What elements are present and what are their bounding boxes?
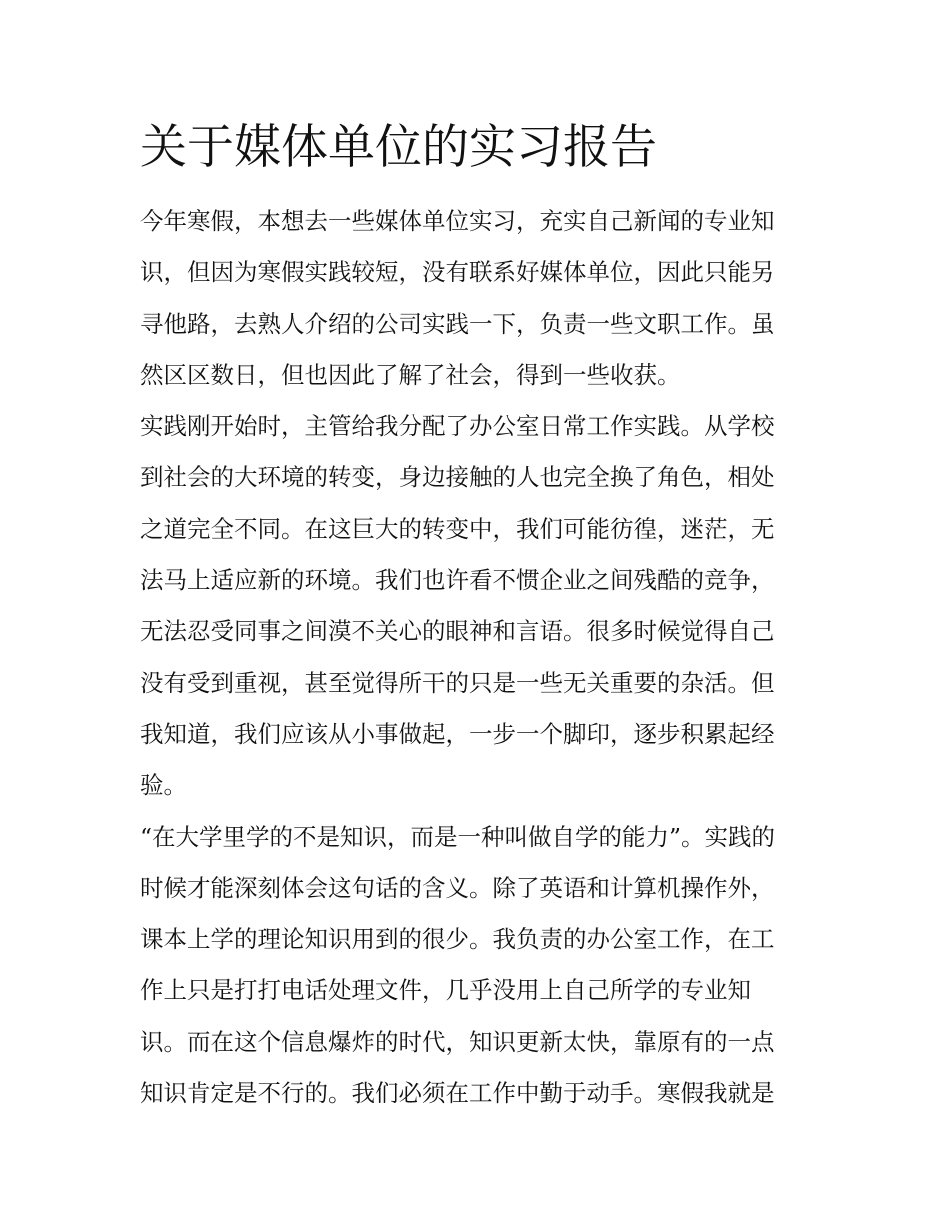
paragraph-3: [140, 812, 812, 1120]
paragraph-line: 实践刚开始时，主管给我分配了办公室日常工作实践。从学校: [140, 412, 775, 441]
paragraph-line: 没有受到重视，甚至觉得所干的只是一些无关重要的杂活。但: [140, 668, 775, 697]
paragraph-line: 无法忍受同事之间漠不关心的眼神和言语。很多时候觉得自己: [140, 617, 775, 646]
paragraph-line: 识。而在这个信息爆炸的时代，知识更新太快，靠原有的一点: [140, 1027, 775, 1056]
paragraph-line: 识，但因为寒假实践较短，没有联系好媒体单位，因此只能另: [140, 258, 775, 287]
document-content: [140, 112, 812, 1119]
paragraph-line: 之道完全不同。在这巨大的转变中，我们可能彷徨，迷茫，无: [140, 514, 775, 543]
document-body: [140, 196, 812, 1119]
paragraph-1: [140, 196, 812, 401]
paragraph-line: 到社会的大环境的转变，身边接触的人也完全换了角色，相处: [140, 463, 775, 492]
paragraph-line: 今年寒假，本想去一些媒体单位实习，充实自己新闻的专业知: [140, 207, 775, 235]
paragraph-line: 寻他路，去熟人介绍的公司实践一下，负责一些文职工作。虽: [140, 309, 775, 338]
document-title: 关于媒体单位的实习报告: [140, 120, 657, 175]
paragraph-line: 我知道，我们应该从小事做起，一步一个脚印，逐步积累起经: [140, 719, 775, 748]
paragraph-line: “在大学里学的不是知识，而是一种叫做自学的能力”。实践的: [140, 822, 776, 851]
paragraph-line: 知识肯定是不行的。我们必须在工作中勤于动手。寒假我就是: [140, 1079, 775, 1108]
paragraph-line: 然区区数日，但也因此了解了社会，得到一些收获。: [140, 360, 681, 389]
paragraph-line: 作上只是打打电话处理文件，几乎没用上自己所学的专业知: [140, 976, 751, 1005]
paragraph-line: 课本上学的理论知识用到的很少。我负责的办公室工作，在工: [140, 925, 775, 954]
paragraph-2: [140, 401, 812, 811]
paragraph-line: 时候才能深刻体会这句话的含义。除了英语和计算机操作外，: [140, 873, 775, 902]
paragraph-line: 法马上适应新的环境。我们也许看不惯企业之间残酷的竞争，: [140, 566, 775, 595]
paragraph-line: 验。: [140, 771, 187, 800]
